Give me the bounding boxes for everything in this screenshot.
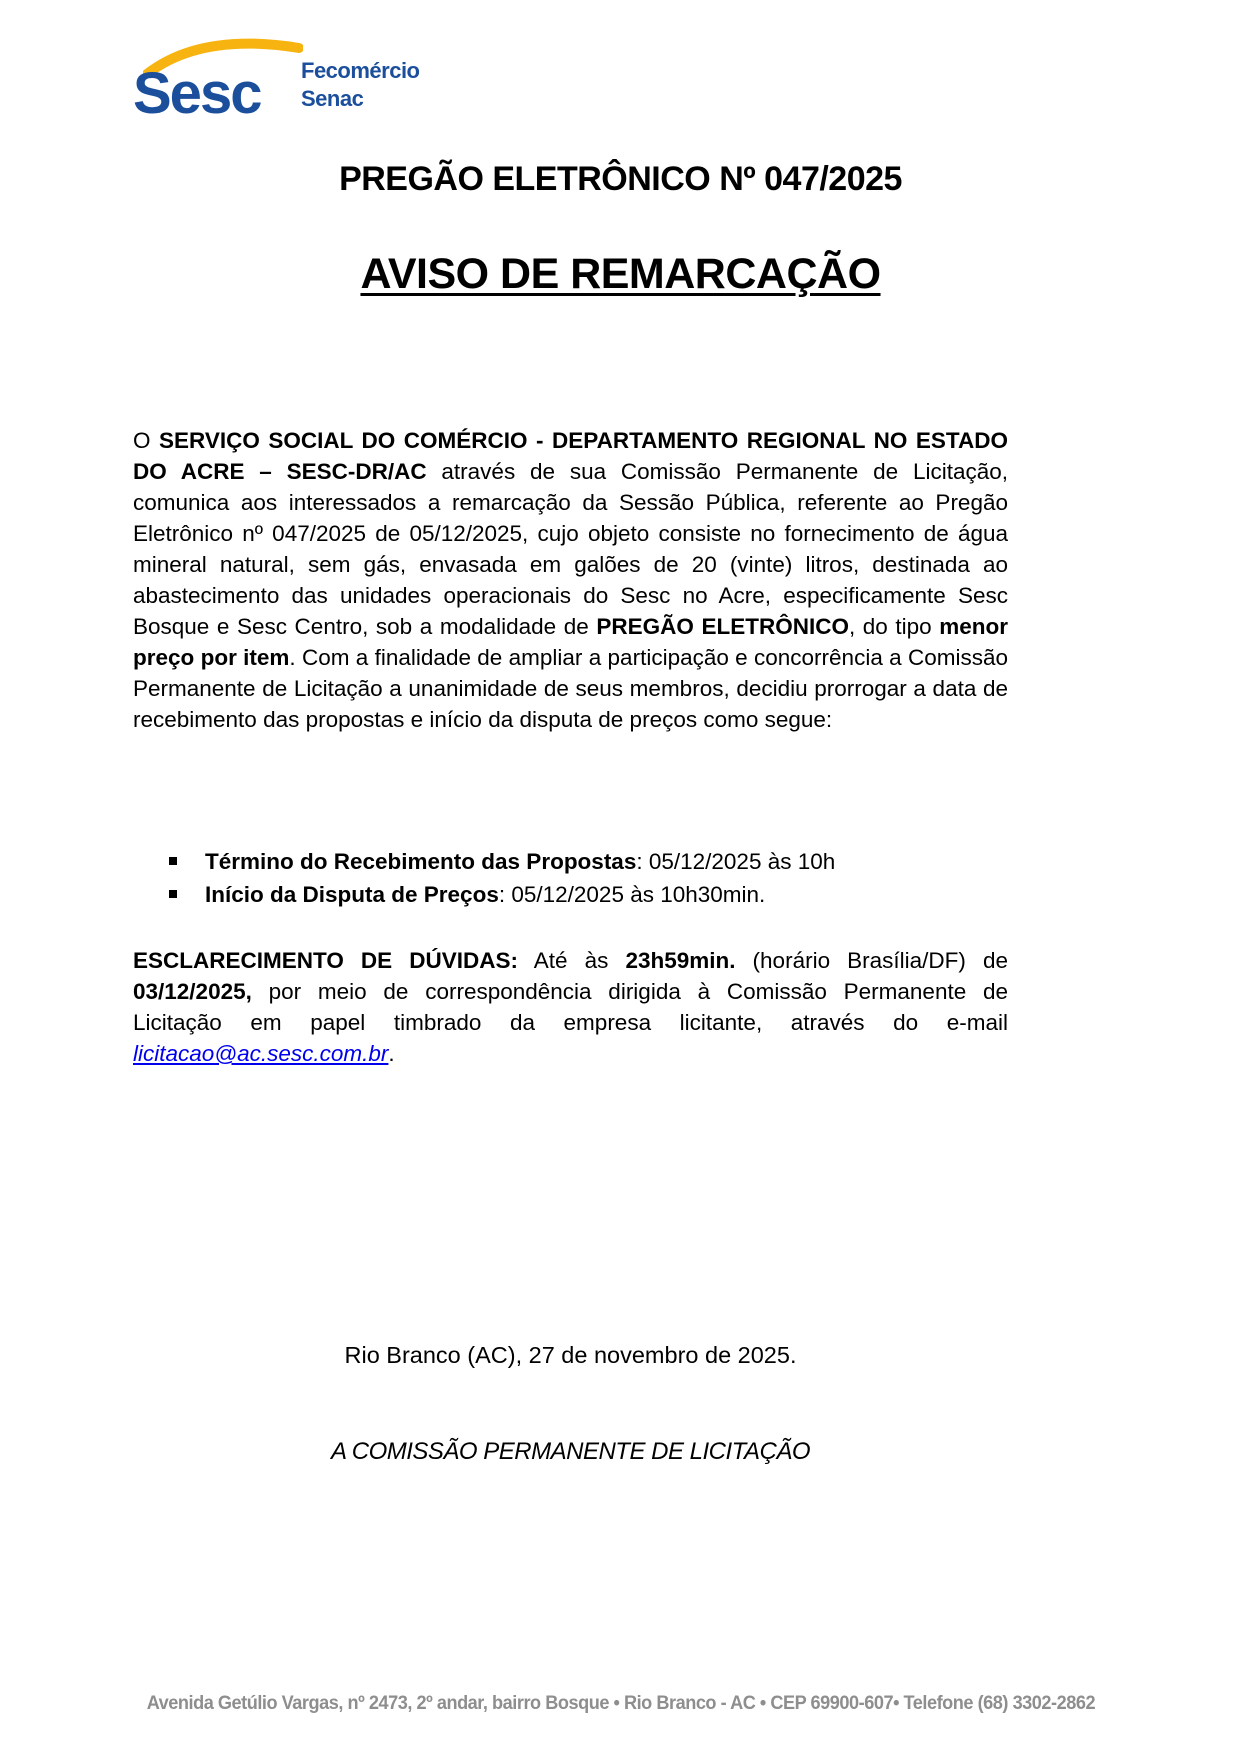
document-title: PREGÃO ELETRÔNICO Nº 047/2025 [339, 160, 902, 198]
list-item [133, 845, 1008, 878]
fecomercio-label: Fecomércio [301, 58, 420, 83]
clarification-paragraph [133, 945, 1008, 1069]
schedule-list [133, 845, 1008, 911]
sesc-fecomercio-logo [133, 28, 453, 126]
bullet-value: : 05/12/2025 às 10h [636, 849, 836, 874]
list-item [133, 878, 1008, 911]
bullet-text [205, 845, 835, 878]
sesc-wordmark: Sesc [133, 61, 261, 126]
bullet-label: Início da Disputa de Preços [205, 882, 499, 907]
bullet-value: : 05/12/2025 às 10h30min. [498, 882, 766, 907]
signature-line: A COMISSÃO PERMANENTE DE LICITAÇÃO [330, 1438, 811, 1465]
bullet-text [205, 878, 765, 911]
fecomercio-senac-wordmark [301, 58, 420, 112]
document-subtitle-text: AVISO DE REMARCAÇÃO [360, 250, 881, 298]
email-link[interactable]: licitacao@ac.sesc.com.br [133, 1041, 389, 1066]
page-footer [0, 1692, 1241, 1715]
p1-entity-name: SERVIÇO SOCIAL DO COMÉRCIO - DEPARTAMENTO REGIONAL NO ESTADO DO ACRE – SESC-DR/AC [133, 428, 1008, 484]
p2-heading: ESCLARECIMENTO DE DÚVIDAS: [133, 948, 518, 973]
p1-seg7: . Com a finalidade de ampliar a participação e concorrência a Comissão Permanente de Licitação a unanimidade de seus membros, decidiu prorrogar a data de recebimento das propostas e início da disputa de preços como segue: [133, 645, 1009, 732]
p2-seg6: por meio de correspondência dirigida à Comissão Permanente de Licitação em papel timbrado da empresa licitante, através do e-mail [133, 979, 1008, 1035]
p1-criteria: menor preço por item [133, 614, 1008, 670]
document-subtitle [0, 250, 1241, 299]
date-place-line: Rio Branco (AC), 27 de novembro de 2025. [344, 1342, 797, 1368]
square-bullet-icon [169, 857, 177, 865]
p2-deadline-date: 03/12/2025, [133, 979, 252, 1004]
bullet-label: Término do Recebimento das Propostas [205, 849, 637, 874]
p2-deadline-time: 23h59min. [625, 948, 736, 973]
p1-seg1: O [133, 428, 160, 453]
p1-seg5: , do tipo [848, 614, 940, 639]
intro-paragraph [133, 425, 1008, 735]
p2-seg2: Até às [517, 948, 626, 973]
square-bullet-icon [169, 890, 177, 898]
footer-address: Avenida Getúlio Vargas, nº 2473, 2º andar, bairro Bosque • Rio Branco - AC • CEP 69900-607• Telefone (68) 3302-2862 [146, 1692, 1095, 1714]
p1-seg3: através de sua Comissão Permanente de Licitação, comunica aos interessados a remarcação da Sessão Pública, referente ao Pregão Eletrônico nº 047/2025 de 05/12/2025, cujo objeto consiste no fornecimento de água mineral natural, sem gás, envasada em galões de 20 (vinte) litros, destinada ao abastecimento das unidades operacionais do Sesc no Acre, especificamente Sesc Bosque e Sesc Centro, sob a modalidade de [133, 459, 1008, 639]
p2-seg4: (horário Brasília/DF) de [735, 948, 1008, 973]
p1-modality: PREGÃO ELETRÔNICO [596, 614, 849, 639]
p2-seg7: . [388, 1041, 395, 1066]
senac-label: Senac [301, 86, 364, 111]
